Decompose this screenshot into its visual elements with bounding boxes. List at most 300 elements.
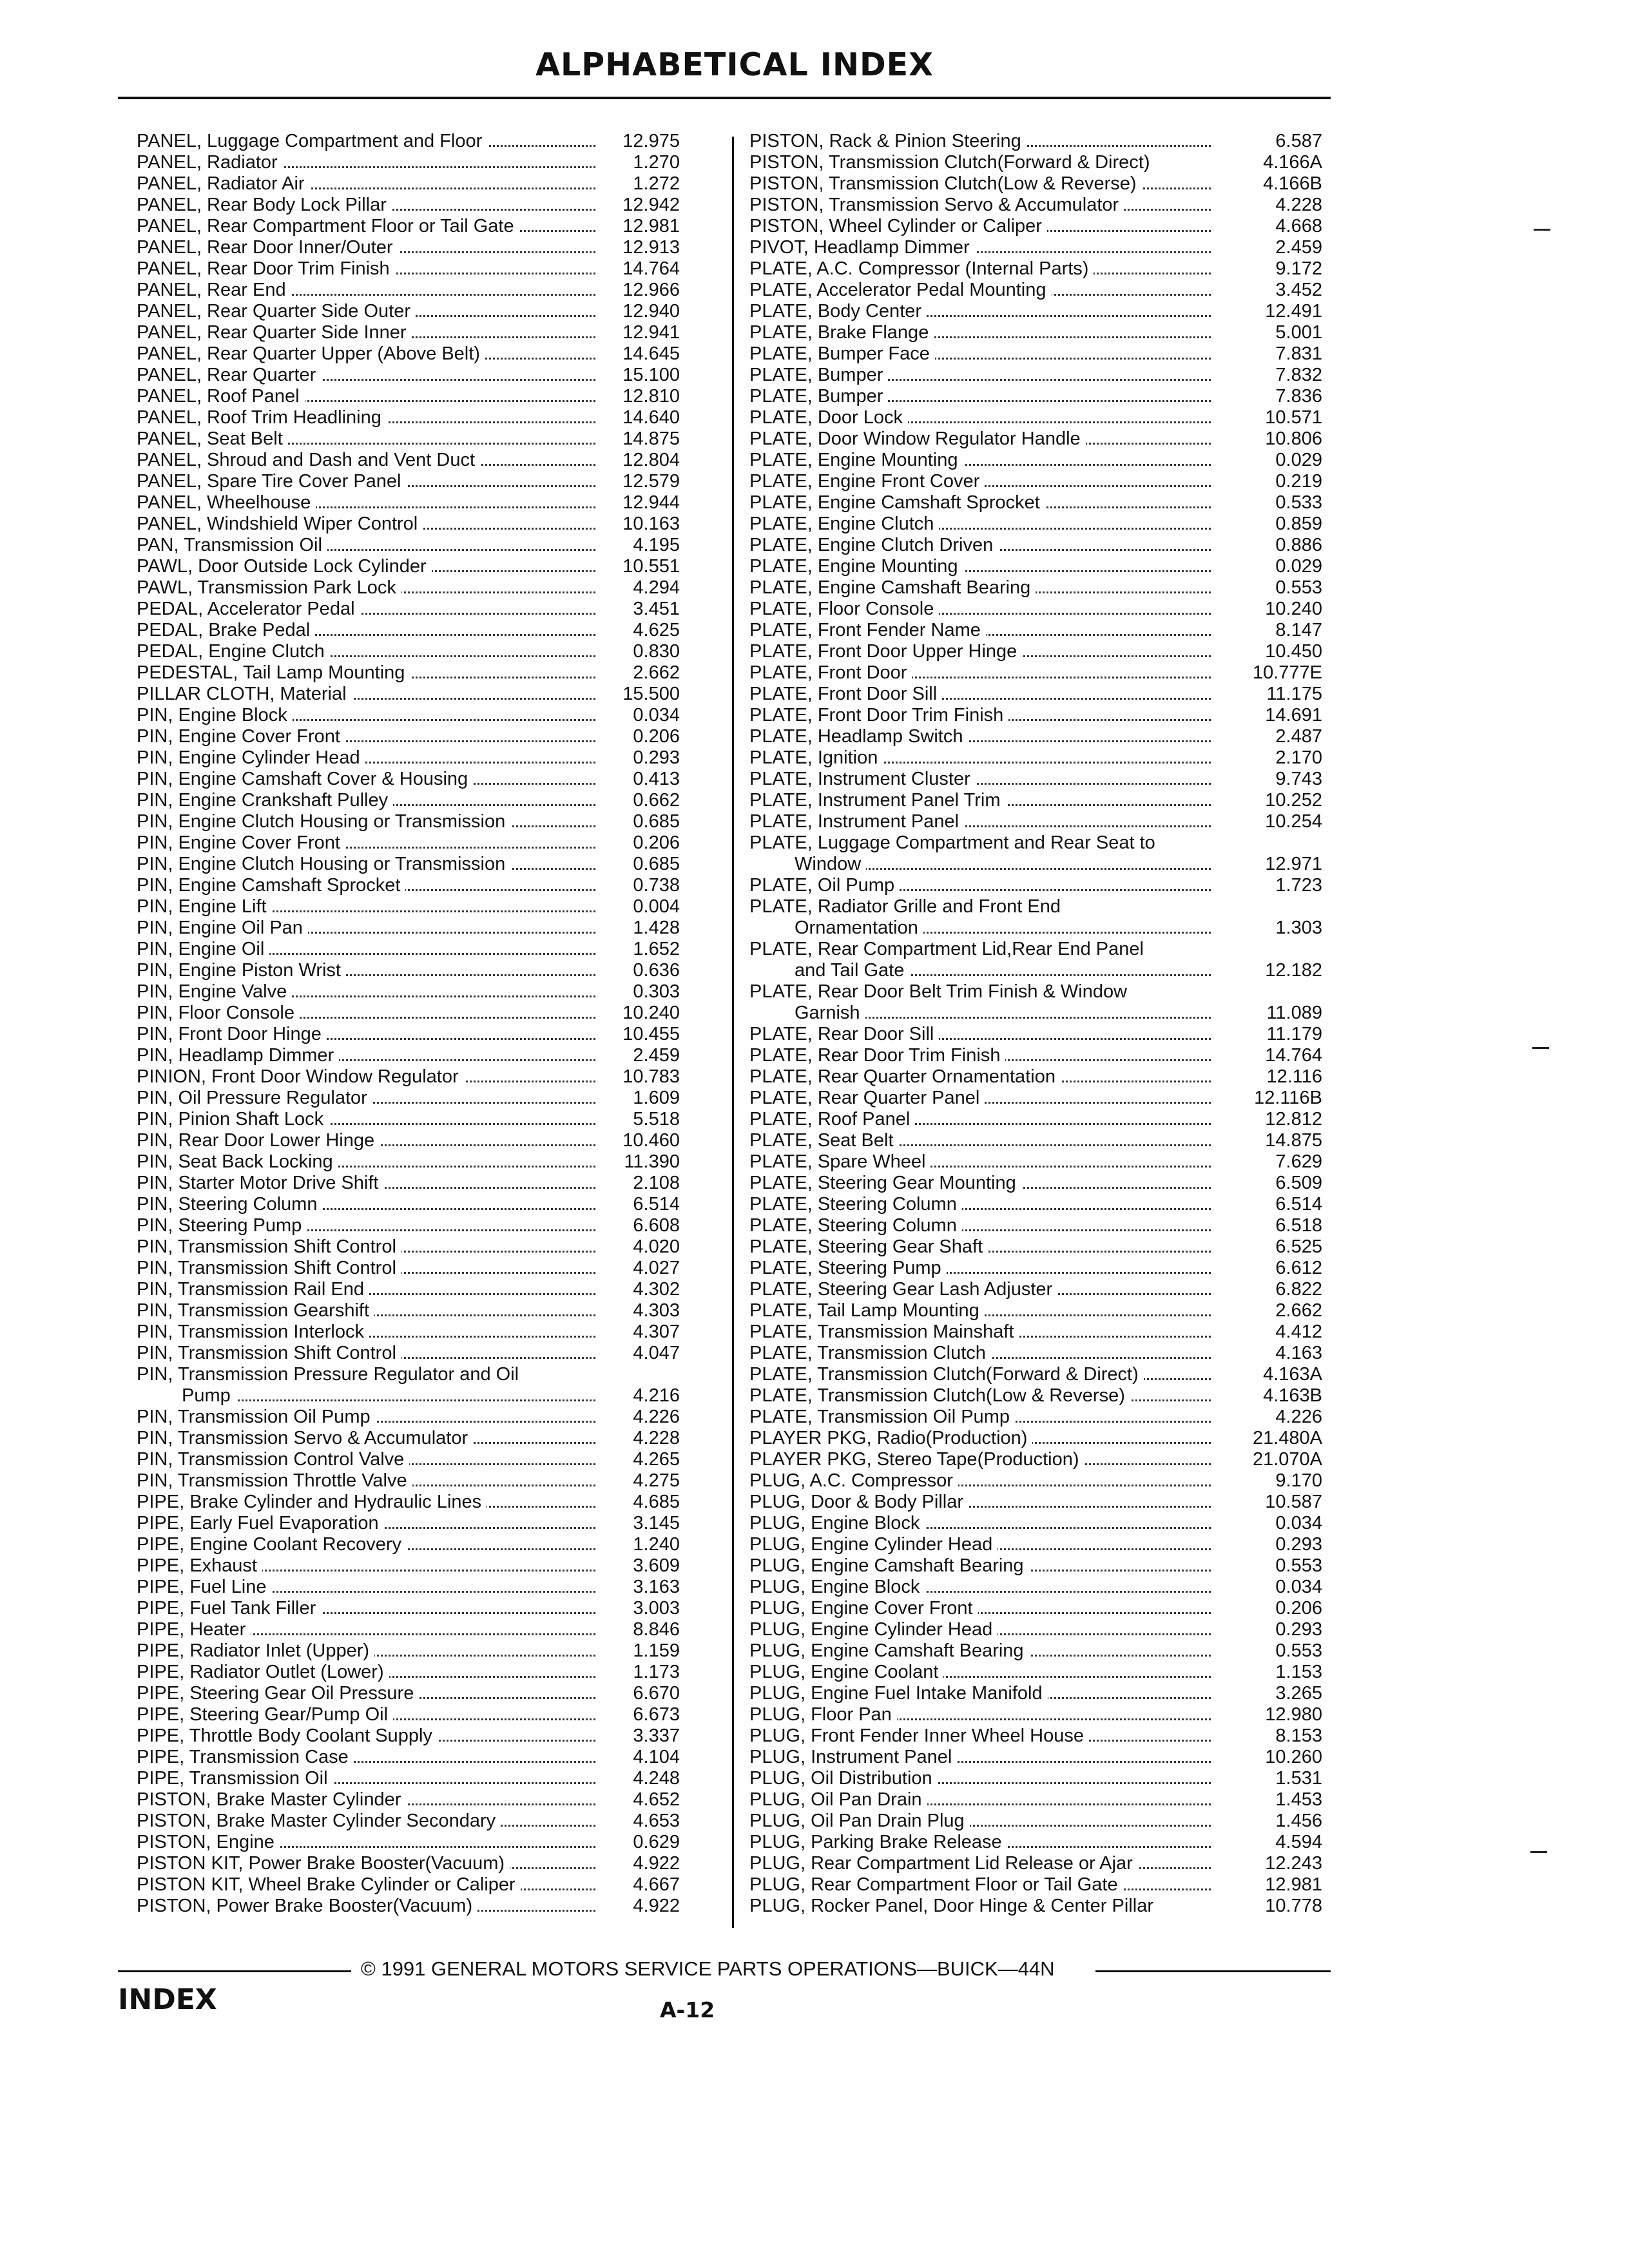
- index-entry-name-cell: [137, 684, 599, 705]
- index-entry-page: 4.294: [633, 577, 680, 598]
- index-entry-page: 12.116: [1266, 1066, 1322, 1087]
- index-entry-name: PLUG, Engine Cylinder Head: [749, 1619, 998, 1640]
- index-entry-name-cell: [137, 747, 599, 769]
- index-entry-name-cell: [749, 1619, 1215, 1640]
- index-entry-page: 1.303: [1275, 918, 1322, 938]
- index-entry: [137, 832, 678, 854]
- index-entry-page: 4.625: [633, 620, 680, 640]
- index-entry-name: PILLAR CLOTH, Material: [137, 684, 352, 704]
- index-entry-name: PLATE, Floor Console: [749, 599, 939, 619]
- index-entry-page: 9.170: [1275, 1470, 1322, 1491]
- index-entry: [749, 1534, 1329, 1555]
- index-entry-name-cell: [137, 1321, 599, 1343]
- index-entry: [749, 1066, 1329, 1088]
- index-entry-page: 10.240: [622, 1003, 680, 1023]
- index-entry: [749, 747, 1329, 769]
- index-entry-page: 6.509: [1275, 1173, 1322, 1193]
- index-entry-page: 14.875: [1265, 1130, 1322, 1151]
- index-entry-page: 0.219: [1275, 471, 1322, 492]
- index-entry-name-cell: [137, 1024, 599, 1045]
- index-entry-page: 0.738: [633, 875, 680, 896]
- index-entry-page: 4.265: [633, 1449, 680, 1470]
- index-entry-name-cell: [749, 131, 1215, 152]
- index-entry-name-cell: [137, 577, 599, 599]
- index-entry: [137, 641, 678, 662]
- index-entry-name-cell: [749, 216, 1215, 237]
- index-entry-name-cell: [749, 301, 1215, 322]
- index-entry-name-cell: [137, 1343, 599, 1364]
- index-entry-page: 14.640: [622, 407, 680, 428]
- index-entry: [137, 1109, 678, 1130]
- index-entry: [137, 1300, 678, 1321]
- index-entry-name-cell: [137, 428, 599, 450]
- index-entry-page: 12.579: [622, 471, 680, 492]
- index-entry: [749, 258, 1329, 280]
- index-entry-name-cell: [137, 492, 599, 514]
- footer-page-number: A-12: [660, 1997, 715, 2023]
- index-entry-name: PIN, Transmission Control Valve: [137, 1449, 409, 1470]
- index-entry-name-cell: [749, 577, 1215, 599]
- index-entry-name-cell: [749, 258, 1215, 280]
- index-entry-name-cell: [749, 918, 1215, 939]
- index-entry-name-cell: [137, 1449, 599, 1470]
- index-entry-name-cell: [137, 1874, 599, 1896]
- index-entry-name: PLUG, Engine Cylinder Head: [749, 1534, 998, 1555]
- index-entry-name-cell: [137, 1428, 599, 1449]
- index-entry-page: 8.153: [1275, 1725, 1322, 1746]
- index-entry-name: PIN, Front Door Hinge: [137, 1024, 327, 1044]
- index-entry: [749, 1725, 1329, 1747]
- index-entry-name: PLATE, Instrument Panel: [749, 811, 964, 832]
- index-entry-page: 14.764: [1265, 1045, 1322, 1066]
- index-entry-page: 6.525: [1275, 1236, 1322, 1257]
- index-entry-name-cell: [749, 343, 1215, 365]
- index-entry-page: 1.240: [633, 1534, 680, 1555]
- index-entry: [137, 1236, 678, 1258]
- index-entry-name-cell: [137, 854, 599, 875]
- index-entry: [749, 1853, 1329, 1874]
- index-entry-name-cell: [137, 981, 599, 1003]
- index-entry-name: PINION, Front Door Window Regulator: [137, 1066, 464, 1087]
- index-entry-page: 4.195: [633, 535, 680, 555]
- index-entry-page: 7.831: [1275, 343, 1322, 364]
- index-entry-page: 1.456: [1275, 1811, 1322, 1831]
- index-entry-name-cell: [749, 896, 1215, 918]
- margin-mark: [1534, 229, 1550, 231]
- index-entry-name: PANEL, Rear End: [137, 280, 291, 300]
- index-entry-name-cell: [749, 1151, 1215, 1173]
- index-entry: [137, 1853, 678, 1874]
- index-entry-page: 0.034: [1275, 1513, 1322, 1533]
- index-entry-name-cell: [749, 1896, 1215, 1917]
- index-entry-page: 4.104: [633, 1747, 680, 1767]
- index-entry-name: PIN, Engine Clutch Housing or Transmission: [137, 854, 510, 874]
- index-entry-name-cell: [749, 620, 1215, 641]
- index-entry-name: PANEL, Seat Belt: [137, 428, 288, 449]
- index-entry-name-cell: [137, 1683, 599, 1704]
- index-entry-name: PLATE, Tail Lamp Mounting: [749, 1300, 985, 1321]
- index-entry: [749, 939, 1329, 960]
- index-entry-name-cell: [137, 407, 599, 428]
- index-entry: [137, 981, 678, 1003]
- index-entry-name: PLUG, Engine Camshaft Bearing: [749, 1640, 1029, 1661]
- index-entry-name: PIN, Transmission Shift Control: [137, 1343, 401, 1363]
- index-entry: [137, 1555, 678, 1577]
- index-entry: [749, 1789, 1329, 1811]
- index-entry: [749, 577, 1329, 599]
- index-entry-page: 21.070A: [1252, 1449, 1322, 1470]
- index-entry: [749, 1811, 1329, 1832]
- index-entry: [749, 1321, 1329, 1343]
- index-entry-name-cell: [137, 896, 599, 918]
- footer-section-label: INDEX: [118, 1983, 217, 2016]
- index-entry-name-cell: [749, 556, 1215, 577]
- index-entry-name: PEDAL, Brake Pedal: [137, 620, 315, 640]
- index-entry-page: 10.783: [622, 1066, 680, 1087]
- index-entry-name-cell: [749, 1513, 1215, 1534]
- index-entry-name: PIN, Engine Block: [137, 705, 293, 726]
- index-entry: [749, 599, 1329, 620]
- index-entry-name: PLATE, A.C. Compressor (Internal Parts): [749, 258, 1094, 279]
- index-entry-name: PLUG, A.C. Compressor: [749, 1470, 958, 1491]
- index-entry-name-cell: [749, 1640, 1215, 1662]
- index-entry: [137, 620, 678, 641]
- index-entry-page: 10.806: [1265, 428, 1322, 449]
- index-entry-name-cell: [749, 152, 1215, 173]
- index-entry-name: PLATE, Engine Mounting: [749, 450, 963, 470]
- index-entry-name: PLUG, Instrument Panel: [749, 1747, 957, 1767]
- index-entry: [137, 1279, 678, 1300]
- index-entry-page: 8.846: [633, 1619, 680, 1640]
- index-entry-name: PLATE, Engine Camshaft Bearing: [749, 577, 1036, 598]
- index-entry-name-cell: [749, 1555, 1215, 1577]
- index-entry-page: 14.875: [622, 428, 680, 449]
- column-divider: [732, 137, 734, 1928]
- index-entry-name-cell: [749, 1173, 1215, 1194]
- index-entry: [749, 1088, 1329, 1109]
- index-entry-name: PANEL, Windshield Wiper Control: [137, 514, 423, 534]
- index-entry: [137, 1003, 678, 1024]
- index-entry: [749, 471, 1329, 492]
- index-entry: [749, 662, 1329, 684]
- index-entry-page: 0.293: [633, 747, 680, 768]
- index-entry-name: PISTON, Power Brake Booster(Vacuum): [137, 1896, 477, 1916]
- index-entry-name: PIN, Transmission Shift Control: [137, 1236, 401, 1257]
- index-entry: [137, 662, 678, 684]
- index-entry: [137, 280, 678, 301]
- index-entry-name: PANEL, Rear Door Inner/Outer: [137, 237, 398, 258]
- index-entry: [137, 322, 678, 343]
- index-entry-name: PLATE, Headlamp Switch: [749, 726, 969, 747]
- index-entry-name-cell: [137, 173, 599, 195]
- index-entry: [137, 1470, 678, 1492]
- index-entry-name: PIN, Transmission Servo & Accumulator: [137, 1428, 473, 1448]
- index-entry: [137, 1024, 678, 1045]
- index-entry-name-cell: [749, 1258, 1215, 1279]
- index-entry-name-cell: [749, 1407, 1215, 1428]
- index-entry: [749, 1577, 1329, 1598]
- index-entry-page: 0.293: [1275, 1534, 1322, 1555]
- index-entry: [749, 1236, 1329, 1258]
- index-entry-page: 10.163: [622, 514, 680, 534]
- index-entry: [749, 1683, 1329, 1704]
- index-entry-page: 2.170: [1275, 747, 1322, 768]
- index-entry-name: PLATE, Body Center: [749, 301, 927, 322]
- index-entry-name-cell: [137, 1704, 599, 1725]
- index-entry-name: PLATE, Front Door: [749, 662, 912, 683]
- index-entry: [137, 556, 678, 577]
- index-entry-name: PLATE, Front Fender Name: [749, 620, 986, 640]
- index-entry: [749, 1215, 1329, 1236]
- index-entry-name: PLATE, Ignition: [749, 747, 883, 768]
- index-entry: [749, 1619, 1329, 1640]
- index-entry-name-cell: [137, 258, 599, 280]
- index-entry-page: 2.108: [633, 1173, 680, 1193]
- index-entry-name-cell: [137, 705, 599, 726]
- index-entry-name-cell: [749, 641, 1215, 662]
- index-entry-name: PANEL, Luggage Compartment and Floor: [137, 131, 487, 151]
- index-entry-page: 10.240: [1265, 599, 1322, 619]
- index-entry-name-cell: [749, 1066, 1215, 1088]
- index-entry: [137, 896, 678, 918]
- index-entry-name: PIN, Transmission Shift Control: [137, 1258, 401, 1278]
- index-entry: [137, 407, 678, 428]
- index-entry-page: 9.743: [1275, 769, 1322, 789]
- index-entry: [137, 747, 678, 769]
- index-entry: [749, 535, 1329, 556]
- index-entry-page: 2.459: [1275, 237, 1322, 258]
- index-entry: [137, 1385, 678, 1407]
- index-entry: [749, 1896, 1329, 1917]
- index-entry-name: PANEL, Radiator Air: [137, 173, 310, 194]
- index-entry-name-cell: [137, 1130, 599, 1151]
- index-entry: [749, 1747, 1329, 1768]
- index-entry-page: 4.228: [633, 1428, 680, 1448]
- index-entry: [137, 1321, 678, 1343]
- index-entry: [137, 939, 678, 960]
- index-entry-name-cell: [749, 535, 1215, 556]
- index-entry: [749, 726, 1329, 747]
- index-entry-name: PIPE, Transmission Case: [137, 1747, 354, 1767]
- index-entry-name: PLATE, Radiator Grille and Front End: [749, 896, 1066, 917]
- index-entry-name-cell: [749, 1704, 1215, 1725]
- index-entry-name: PANEL, Radiator: [137, 152, 283, 173]
- index-entry-name-cell: [749, 428, 1215, 450]
- index-entry-name-cell: [137, 939, 599, 960]
- index-entry-name: PLUG, Engine Fuel Intake Manifold: [749, 1683, 1048, 1704]
- index-entry-page: 3.163: [633, 1577, 680, 1597]
- index-entry: [137, 1832, 678, 1853]
- index-entry: [137, 1428, 678, 1449]
- index-entry-name-cell: [137, 1003, 599, 1024]
- index-entry-page: 14.691: [1265, 705, 1322, 726]
- index-entry-name-cell: [749, 1045, 1215, 1066]
- index-entry-name: PLATE, Bumper: [749, 365, 888, 385]
- index-entry-name-cell: [137, 1258, 599, 1279]
- index-entry-name: PLATE, Accelerator Pedal Mounting: [749, 280, 1052, 300]
- index-entry: [137, 918, 678, 939]
- index-entry: [137, 1534, 678, 1555]
- index-entry-name-cell: [137, 790, 599, 811]
- index-entry-page: 11.179: [1266, 1024, 1322, 1044]
- index-entry-name: PLATE, Engine Mounting: [749, 556, 963, 577]
- index-entry-name-cell: [137, 535, 599, 556]
- index-entry-name-cell: [137, 1492, 599, 1513]
- index-entry-name-cell: [749, 769, 1215, 790]
- index-entry: [137, 258, 678, 280]
- index-entry-name: PIN, Engine Crankshaft Pulley: [137, 790, 393, 811]
- index-entry: [137, 301, 678, 322]
- index-entry: [137, 1045, 678, 1066]
- index-entry: [749, 1832, 1329, 1853]
- index-entry: [137, 1258, 678, 1279]
- index-entry: [137, 152, 678, 173]
- index-entry: [137, 684, 678, 705]
- index-entry: [749, 641, 1329, 662]
- index-entry-name-cell: [749, 1236, 1215, 1258]
- index-entry-page: 1.173: [633, 1662, 680, 1682]
- index-entry-page: 0.533: [1275, 492, 1322, 513]
- index-entry-name: PLATE, Rear Door Trim Finish: [749, 1045, 1005, 1066]
- index-entry-name: PIN, Engine Cover Front: [137, 726, 345, 747]
- index-entry-page: 6.514: [633, 1194, 680, 1215]
- index-entry-page: 1.531: [1275, 1768, 1322, 1789]
- index-entry-page: 1.428: [633, 918, 680, 938]
- index-entry-name: PIN, Transmission Pressure Regulator and Oil: [137, 1364, 524, 1385]
- index-entry-name-cell: [749, 1194, 1215, 1215]
- index-entry-page: 12.116B: [1254, 1088, 1322, 1108]
- title-rule: [118, 97, 1331, 99]
- index-entry-name-cell: [137, 875, 599, 896]
- index-entry: [749, 1768, 1329, 1789]
- index-entry-name: PIN, Floor Console: [137, 1003, 300, 1023]
- index-entry-name-cell: [749, 790, 1215, 811]
- index-entry-name-cell: [749, 1088, 1215, 1109]
- index-entry-name: PLATE, Engine Camshaft Sprocket: [749, 492, 1045, 513]
- index-entry-page: 10.450: [1265, 641, 1322, 662]
- index-entry-page: 1.153: [1275, 1662, 1322, 1682]
- index-entry-page: 4.047: [633, 1343, 680, 1363]
- index-entry-name: PLATE, Transmission Clutch(Low & Reverse): [749, 1385, 1130, 1406]
- index-entry-name: PLATE, Front Door Sill: [749, 684, 942, 704]
- index-entry-name: Pump: [137, 1385, 236, 1406]
- index-entry-page: 4.163A: [1263, 1364, 1322, 1385]
- index-entry-name: PIN, Engine Valve: [137, 981, 292, 1002]
- index-entry-name: PIN, Engine Oil: [137, 939, 269, 959]
- index-entry-name: PANEL, Rear Quarter: [137, 365, 321, 385]
- index-entry-name-cell: [137, 1173, 599, 1194]
- index-entry-page: 10.260: [1265, 1747, 1322, 1767]
- index-entry-page: 12.491: [1265, 301, 1322, 322]
- index-entry-name-cell: [137, 556, 599, 577]
- index-entry-page: 6.612: [1275, 1258, 1322, 1278]
- index-entry: [749, 1024, 1329, 1045]
- index-entry: [137, 1215, 678, 1236]
- index-entry-name: PLUG, Rocker Panel, Door Hinge & Center Pillar: [749, 1896, 1159, 1916]
- index-entry: [137, 1407, 678, 1428]
- index-entry-page: 4.275: [633, 1470, 680, 1491]
- index-entry: [137, 514, 678, 535]
- index-entry-name-cell: [749, 1003, 1215, 1024]
- index-entry-name: PISTON, Rack & Pinion Steering: [749, 131, 1027, 151]
- index-entry: [749, 237, 1329, 258]
- index-entry-name: PANEL, Shroud and Dash and Vent Duct: [137, 450, 480, 470]
- index-entry-name-cell: [137, 641, 599, 662]
- index-entry-page: 11.175: [1266, 684, 1322, 704]
- index-entry-page: 3.265: [1275, 1683, 1322, 1704]
- index-entry: [749, 1109, 1329, 1130]
- index-entry: [137, 237, 678, 258]
- index-entry-name-cell: [137, 1853, 599, 1874]
- index-entry-page: 3.451: [633, 599, 680, 619]
- index-entry-page: 12.182: [1265, 960, 1322, 981]
- index-entry-name: PIN, Transmission Throttle Valve: [137, 1470, 412, 1491]
- index-entry: [137, 1343, 678, 1364]
- index-entry-page: 0.004: [633, 896, 680, 917]
- footer-copyright: © 1991 GENERAL MOTORS SERVICE PARTS OPERATIONS—BUICK—44N: [361, 1957, 1055, 1980]
- index-entry-page: 0.553: [1275, 1555, 1322, 1576]
- index-entry-page: 4.228: [1275, 195, 1322, 215]
- index-entry-page: 7.832: [1275, 365, 1322, 385]
- index-entry-page: 1.652: [633, 939, 680, 959]
- index-entry-name-cell: [137, 1811, 599, 1832]
- index-entry-name: PLUG, Rear Compartment Lid Release or Ajar: [749, 1853, 1138, 1874]
- index-entry-name: PLATE, Rear Quarter Panel: [749, 1088, 985, 1108]
- index-entry-name-cell: [749, 195, 1215, 216]
- index-entry-page: 0.029: [1275, 556, 1322, 577]
- index-entry-name-cell: [749, 1725, 1215, 1747]
- index-entry-name: PLUG, Front Fender Inner Wheel House: [749, 1725, 1089, 1746]
- index-entry-page: 1.159: [633, 1640, 680, 1661]
- index-entry-name: PLATE, Engine Front Cover: [749, 471, 985, 492]
- index-entry: [749, 811, 1329, 832]
- index-entry-name-cell: [749, 1364, 1215, 1385]
- index-entry-name: PLUG, Engine Block: [749, 1577, 925, 1597]
- index-entry-name: PLUG, Engine Coolant: [749, 1662, 943, 1682]
- index-entry-page: 11.089: [1266, 1003, 1322, 1023]
- index-entry: [749, 896, 1329, 918]
- index-entry-name-cell: [137, 322, 599, 343]
- index-entry: [137, 1598, 678, 1619]
- index-entry-name: PIN, Seat Back Locking: [137, 1151, 338, 1172]
- index-entry: [137, 726, 678, 747]
- index-entry-name: PLATE, Steering Column: [749, 1194, 962, 1215]
- index-entry-page: 4.166A: [1263, 152, 1322, 173]
- index-entry-name-cell: [137, 1279, 599, 1300]
- index-entry-name: PIPE, Steering Gear Oil Pressure: [137, 1683, 419, 1704]
- index-entry-name-cell: [137, 1236, 599, 1258]
- index-entry-name-cell: [137, 1832, 599, 1853]
- index-entry-name: PLUG, Parking Brake Release: [749, 1832, 1007, 1852]
- index-entry-page: 10.252: [1265, 790, 1322, 811]
- index-entry-name-cell: [749, 811, 1215, 832]
- index-entry: [749, 1300, 1329, 1321]
- index-entry-name: PLATE, Steering Gear Shaft: [749, 1236, 988, 1257]
- index-entry-page: 0.029: [1275, 450, 1322, 470]
- index-entry-page: 12.981: [1265, 1874, 1322, 1895]
- index-entry-page: 0.662: [633, 790, 680, 811]
- index-entry-name-cell: [137, 620, 599, 641]
- index-entry-page: 4.653: [633, 1811, 680, 1831]
- index-entry-page: 9.172: [1275, 258, 1322, 279]
- index-entry-page: 10.254: [1265, 811, 1322, 832]
- index-entry-page: 4.302: [633, 1279, 680, 1300]
- index-entry-name-cell: [749, 1300, 1215, 1321]
- index-entry-page: 4.668: [1275, 216, 1322, 236]
- index-entry-name: PLATE, Rear Door Sill: [749, 1024, 939, 1044]
- index-entry-name-cell: [749, 599, 1215, 620]
- index-entry: [137, 1725, 678, 1747]
